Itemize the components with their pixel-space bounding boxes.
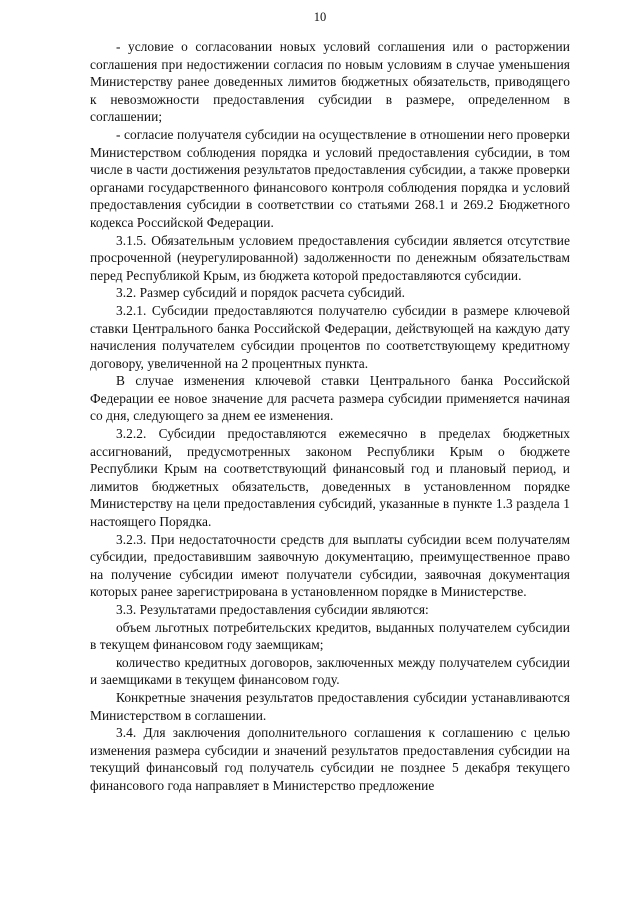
paragraph-consent-inspection: - согласие получателя субсидии на осуществление в отношении него проверки Министерством соблюдения порядка и условий предоставления субсидии, в том числе в части достижения результатов предоставления субсидии, а также проверки органами государственного финансового контроля соблюдения порядка и условий предоставления субсидии в соответствии со статьями 268.1 и 269.2 Бюджетного кодекса Российской Федерации. (90, 126, 570, 230)
paragraph-result-contracts: количество кредитных договоров, заключенных между получателем субсидии и заемщиками в текущем финансовом году. (90, 654, 570, 688)
paragraph-3-4: 3.4. Для заключения дополнительного соглашения к соглашению с целью изменения размера субсидии и значений результатов предоставления субсидии на текущий финансовый год получатель субсидии не позднее 5 декабря текущего финансового года направляет в Министерство предложение (90, 725, 570, 793)
paragraph-condition-renegotiation: - условие о согласовании новых условий соглашения или о расторжении соглашения при недостижении согласия по новым условиям в случае уменьшения Министерству ранее доведенных лимитов бюджетных обязательств, приводящего к невозможности предоставления субсидии в размере, определенном в соглашении; (90, 39, 570, 125)
document-body (90, 38, 570, 795)
paragraph-3-2-2: 3.2.2. Субсидии предоставляются ежемесячно в пределах бюджетных ассигнований, предусмотренных законом Республики Крым о бюджете Республики Крым на соответствующий финансовый год и плановый период, и лимитов бюджетных обязательств, доведенных в установленном порядке Министерству на цели предоставления субсидий, указанные в пункте 1.3 раздела 1 настоящего Порядка. (90, 426, 570, 530)
page-number: 10 (313, 10, 327, 24)
paragraph-3-2: 3.2. Размер субсидий и порядок расчета субсидий. (116, 285, 406, 301)
paragraph-specific-values: Конкретные значения результатов предоставления субсидии устанавливаются Министерством в соглашении. (90, 689, 570, 723)
paragraph-key-rate-change: В случае изменения ключевой ставки Центрального банка Российской Федерации ее новое значение для расчета размера субсидии применяется начиная со дня, следующего за днем ее изменения. (90, 373, 570, 424)
paragraph-3-2-3: 3.2.3. При недостаточности средств для выплаты субсидии всем получателям субсидии, предоставившим заявочную документацию, преимущественное право на получение субсидии имеют получатели субсидии, заявочная документация которых ранее зарегистрирована в установленном порядке в Министерстве. (90, 531, 570, 600)
paragraph-3-3: 3.3. Результатами предоставления субсидии являются: (116, 602, 429, 617)
paragraph-result-volume: объем льготных потребительских кредитов, выданных получателем субсидии в текущем финансовом году заемщикам; (90, 619, 570, 653)
paragraph-3-2-1: 3.2.1. Субсидии предоставляются получателю субсидии в размере ключевой ставки Центрального банка Российской Федерации, действующей на каждую дату начисления получателем субсидии процентов по соответствующему кредитному договору, увеличенной на 2 процентных пункта. (90, 302, 570, 371)
paragraph-3-1-5: 3.1.5. Обязательным условием предоставления субсидии является отсутствие просроченной (неурегулированной) задолженности по денежным обязательствам перед Республикой Крым, из бюджета которой предоставляются субсидии. (90, 232, 570, 283)
